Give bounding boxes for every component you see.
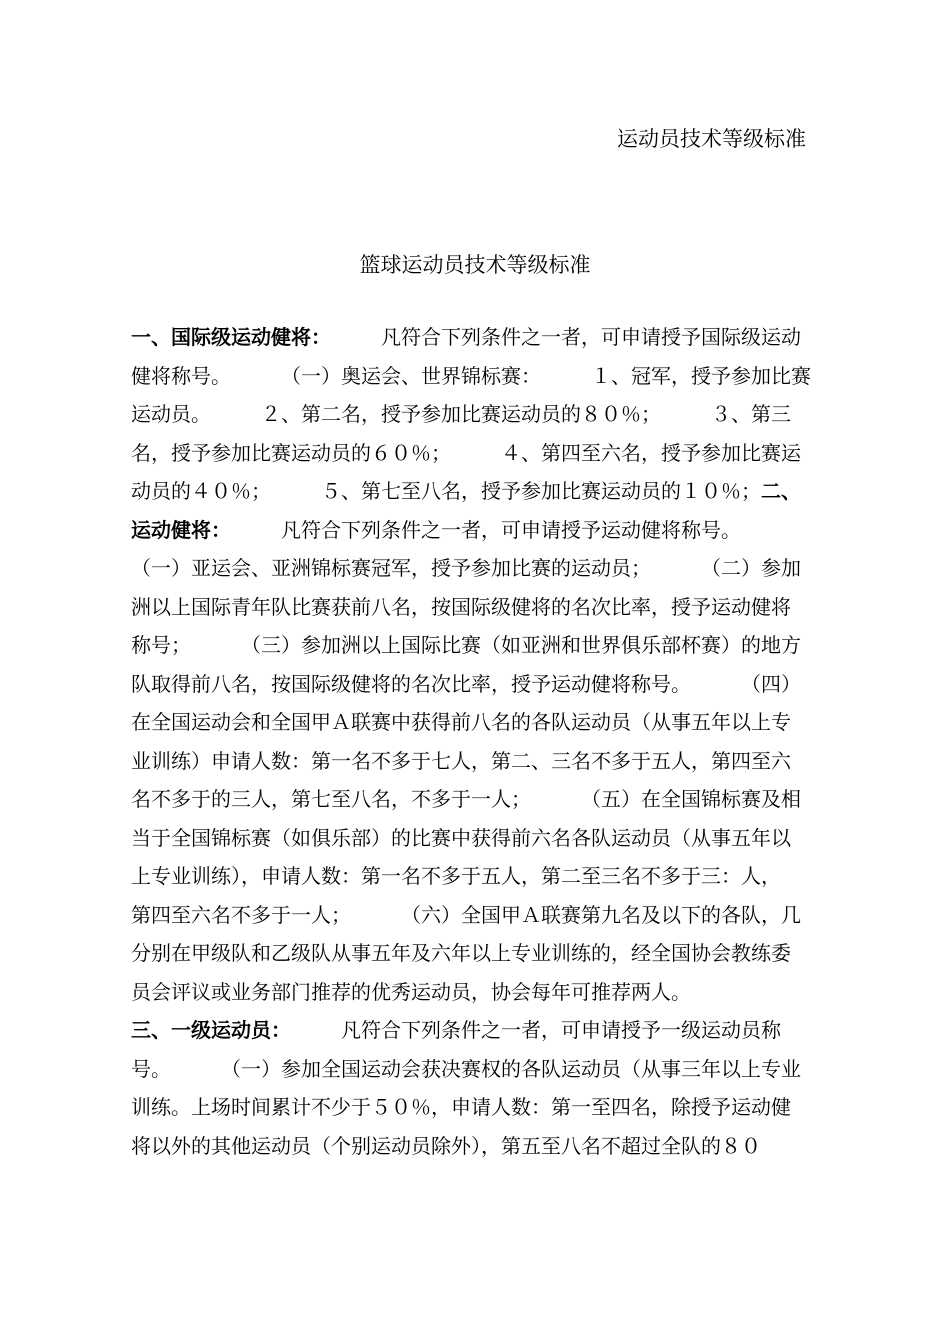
body-line	[131, 357, 821, 396]
body-line	[131, 318, 821, 357]
line-text: 凡符合下列条件之一者，可申请授予国际级运动	[381, 325, 801, 349]
body-line	[131, 857, 821, 896]
line-text: （三）参加洲以上国际比赛（如亚洲和世界俱乐部杯赛）的地方	[241, 633, 801, 657]
line-text: 凡符合下列条件之一者，可申请授予一级运动员称	[341, 1018, 781, 1042]
line-text: （一）奥运会、世界锦标赛：	[281, 363, 541, 388]
body-line	[131, 549, 821, 588]
section-heading-2-prefix: 二、	[761, 479, 801, 503]
body-line	[131, 703, 821, 742]
line-text: （一）参加全国运动会获决赛权的各队运动员（从事三年以上专业	[221, 1056, 801, 1081]
line-text: ５、第七至八名，授予参加比赛运动员的１０％；	[321, 479, 761, 503]
line-text: 称号；	[131, 633, 191, 657]
line-text: （六）全国甲Ａ联赛第九名及以下的各队，几	[401, 902, 801, 927]
line-text: 号。	[131, 1056, 171, 1081]
line-text: （五）在全国锦标赛及相	[581, 787, 801, 811]
line-text: 名，授予参加比赛运动员的６０％；	[131, 440, 451, 465]
line-text: 运动员。	[131, 402, 211, 426]
body-line	[131, 973, 821, 1012]
section-heading-3: 三、一级运动员：	[131, 1018, 291, 1042]
body-line	[131, 511, 821, 550]
line-text: ３、第三	[711, 402, 791, 426]
body-line	[131, 665, 821, 704]
line-text: ２、第二名，授予参加比赛运动员的８０％；	[261, 402, 661, 426]
line-text: 洲以上国际青年队比赛获前八名，按国际级健将的名次比率，授予运动健将	[131, 594, 791, 619]
body-line	[131, 896, 821, 935]
body-line	[131, 434, 821, 473]
line-text: 健将称号。	[131, 363, 231, 388]
body-line	[131, 1011, 821, 1050]
body-line	[131, 934, 821, 973]
line-text: 员会评议或业务部门推荐的优秀运动员，协会每年可推荐两人。	[131, 979, 691, 1004]
body-line	[131, 742, 821, 781]
line-text: 队取得前八名，按国际级健将的名次比率，授予运动健将称号。	[131, 671, 691, 696]
line-text: 当于全国锦标赛（如俱乐部）的比赛中获得前六名各队运动员（从事五年以	[131, 825, 791, 850]
line-text: 将以外的其他运动员（个别运动员除外），第五至八名不超过全队的８０	[131, 1133, 761, 1158]
body-line	[131, 395, 821, 434]
body-line	[131, 1127, 821, 1166]
body-line	[131, 1050, 821, 1089]
body-line	[131, 1088, 821, 1127]
line-text: 训练。上场时间累计不少于５０％，申请人数：第一至四名，除授予运动健	[131, 1095, 791, 1119]
line-text: 动员的４０％；	[131, 479, 271, 503]
line-text: 名不多于的三人，第七至八名，不多于一人；	[131, 787, 531, 811]
line-text: （二）参加	[701, 556, 801, 580]
section-heading-2: 运动健将：	[131, 517, 231, 542]
document-body	[131, 318, 821, 1165]
body-line	[131, 472, 821, 511]
line-text: 分别在甲级队和乙级队从事五年及六年以上专业训练的，经全国协会教练委	[131, 941, 791, 965]
line-text: 在全国运动会和全国甲Ａ联赛中获得前八名的各队运动员（从事五年以上专	[131, 710, 791, 734]
body-line	[131, 819, 821, 858]
body-line	[131, 626, 821, 665]
line-text: （一）亚运会、亚洲锦标赛冠军，授予参加比赛的运动员；	[131, 556, 651, 580]
section-heading-1: 一、国际级运动健将：	[131, 325, 331, 349]
line-text: （四）	[741, 671, 801, 696]
document-title: 篮球运动员技术等级标准	[359, 253, 591, 277]
line-text: １、冠军，授予参加比赛	[591, 363, 811, 388]
line-text: 业训练）申请人数：第一名不多于七人，第二、三名不多于五人，第四至六	[131, 748, 791, 773]
line-text: 上专业训练），申请人数：第一名不多于五人，第二至三名不多于三：人，	[131, 864, 781, 888]
body-line	[131, 780, 821, 819]
line-text: 第四至六名不多于一人；	[131, 902, 351, 927]
body-line	[131, 588, 821, 627]
line-text: ４、第四至六名，授予参加比赛运	[501, 440, 801, 465]
document-header: 运动员技术等级标准	[617, 127, 806, 151]
line-text: 凡符合下列条件之一者，可申请授予运动健将称号。	[281, 517, 741, 542]
